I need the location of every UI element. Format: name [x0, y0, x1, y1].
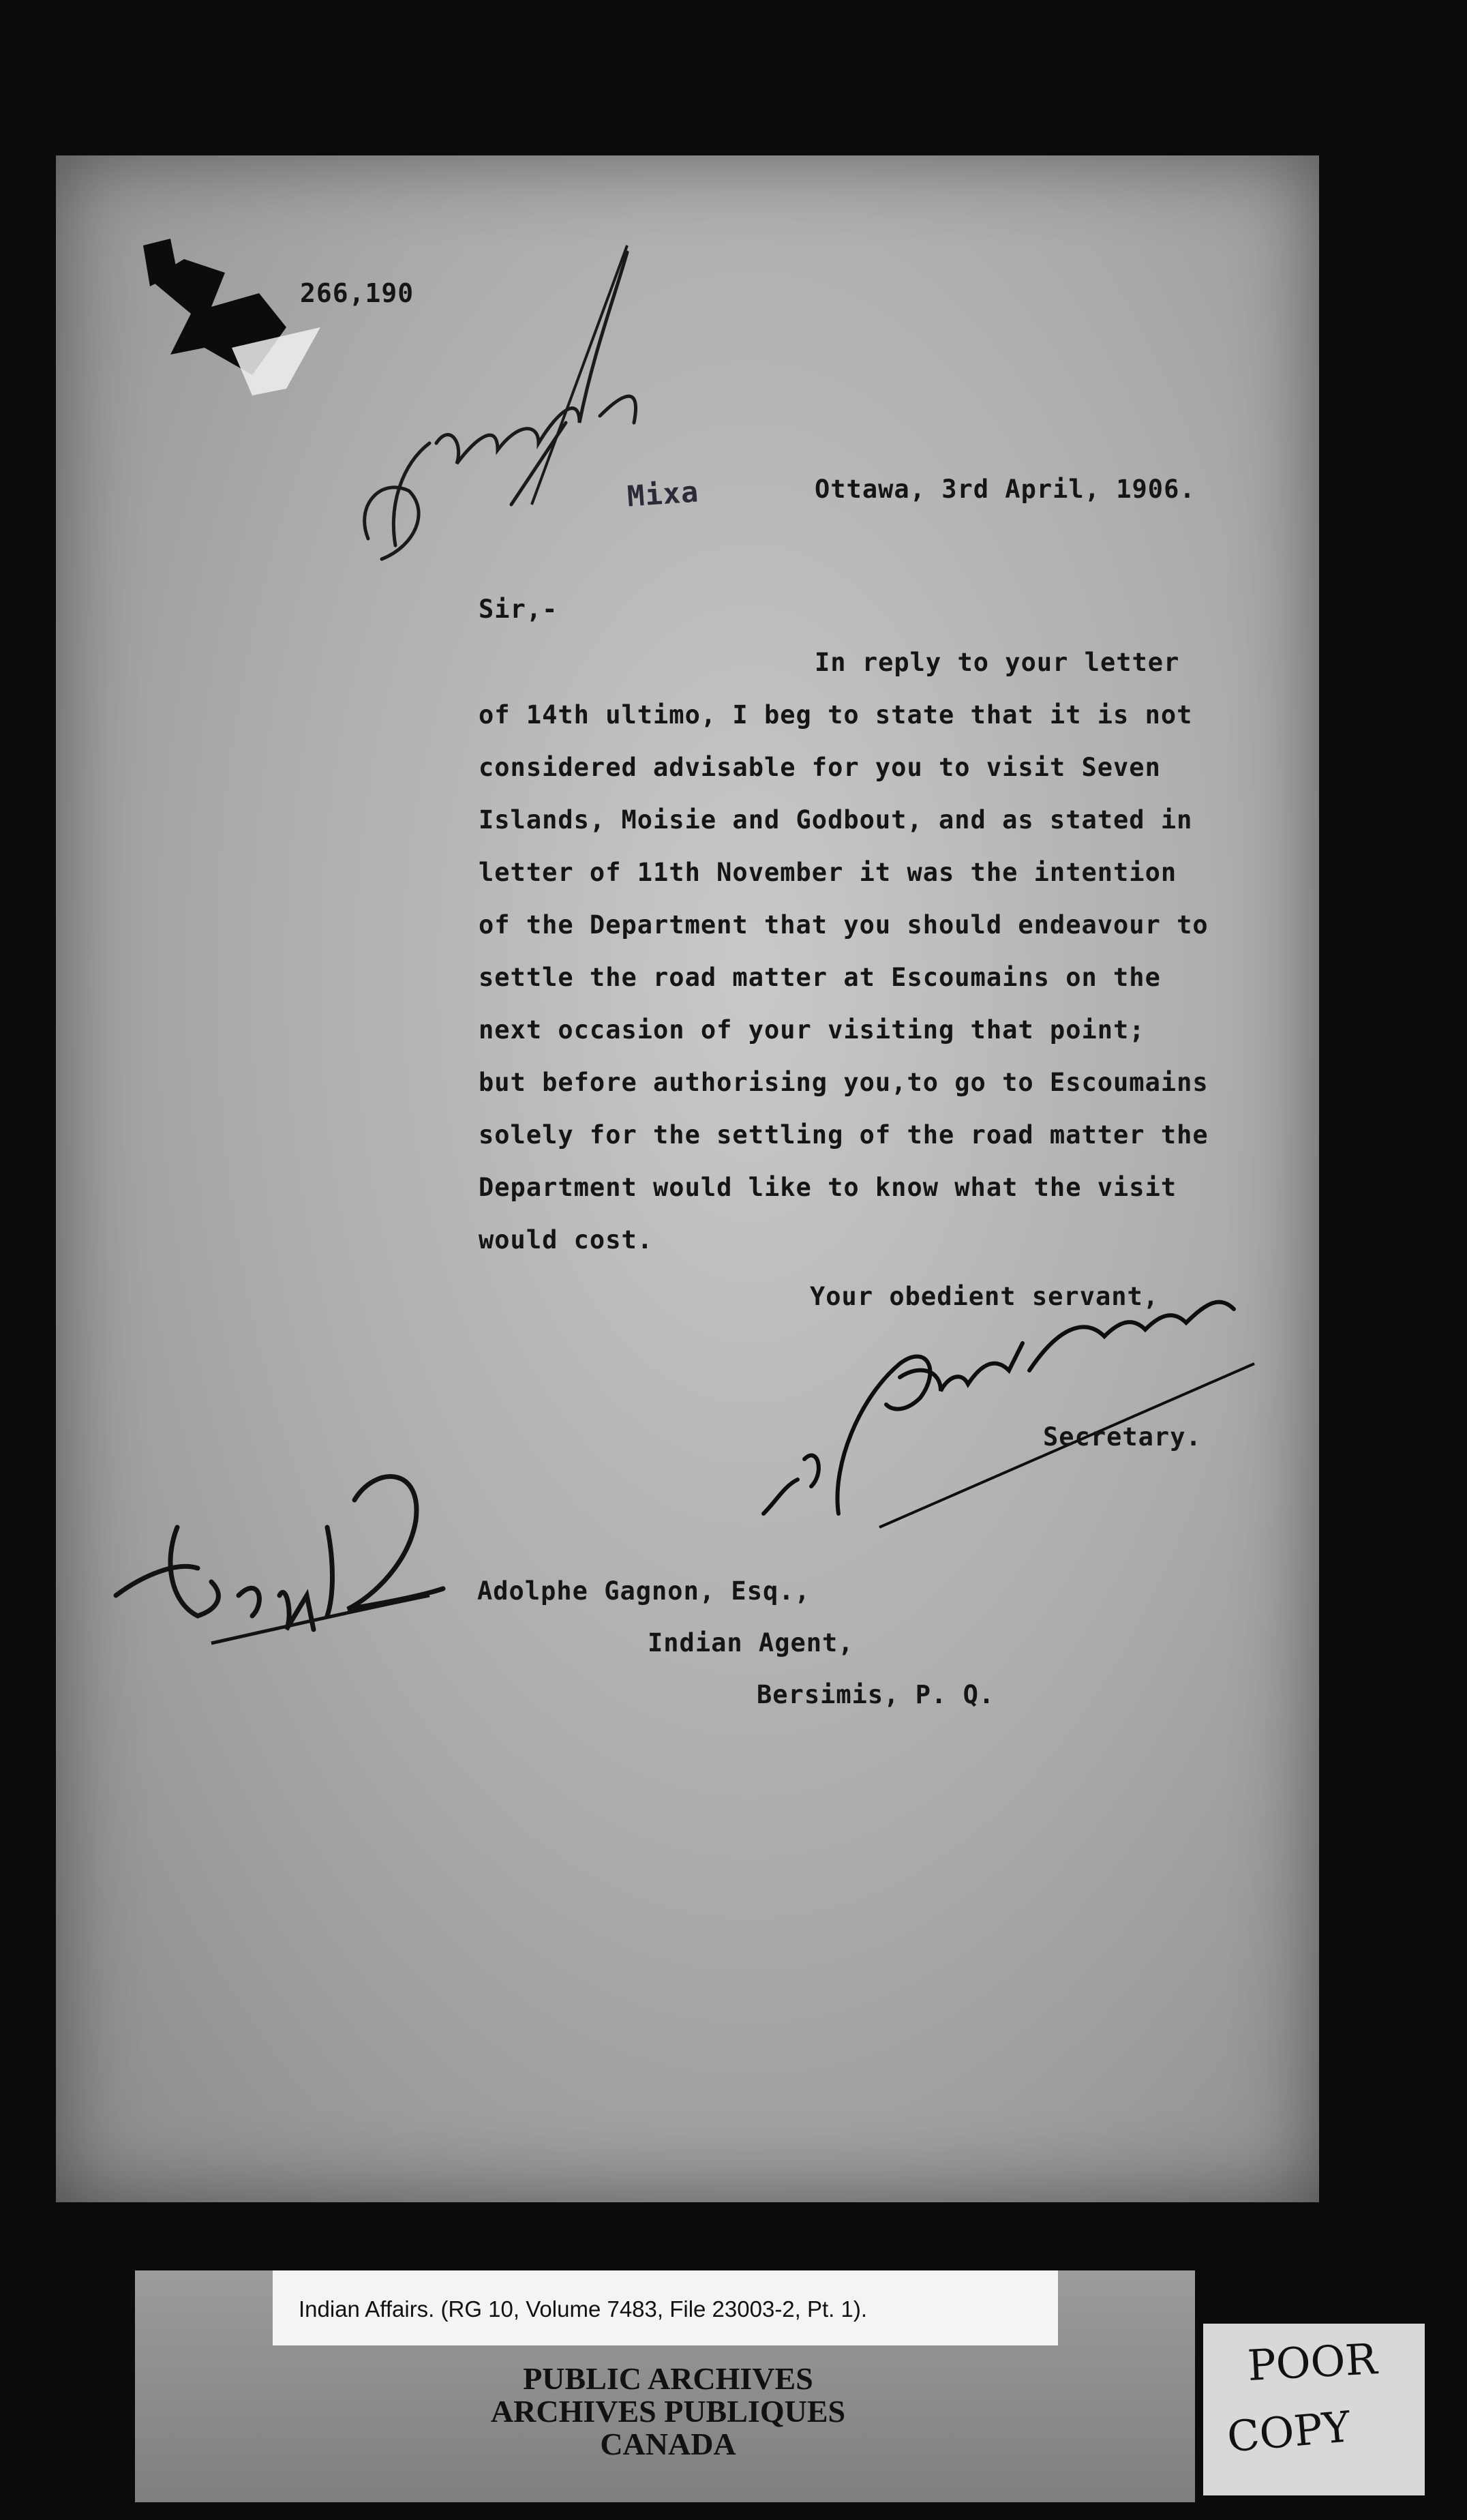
- body-line: letter of 11th November it was the intention: [479, 858, 1177, 887]
- signature-title: Secretary.: [1043, 1422, 1202, 1452]
- recipient-name: Adolphe Gagnon, Esq.,: [477, 1576, 811, 1606]
- body-line: solely for the settling of the road matter the: [479, 1120, 1209, 1150]
- signature: [736, 1241, 1282, 1555]
- margin-note: [102, 1425, 457, 1684]
- body-line: of the Department that you should endeavour to: [479, 910, 1209, 940]
- torn-corner: [130, 232, 361, 416]
- poor-copy-line-2: COPY: [1225, 2401, 1352, 2462]
- archives-line-1: PUBLIC ARCHIVES: [523, 2361, 813, 2396]
- dateline: Ottawa, 3rd April, 1906.: [815, 475, 1196, 504]
- body-line: of 14th ultimo, I beg to state that it is not: [479, 700, 1193, 730]
- salutation: Sir,-: [479, 595, 558, 624]
- archives-line-3: CANADA: [600, 2427, 736, 2461]
- stamp: Mixa: [626, 475, 700, 513]
- body-line: next occasion of your visiting that point;: [479, 1015, 1145, 1045]
- archives-line-2: ARCHIVES PUBLIQUES: [490, 2394, 846, 2429]
- body-line: settle the road matter at Escoumains on the: [479, 963, 1161, 992]
- draft-handwritten-mark: [341, 218, 668, 586]
- closing: Your obedient servant,: [810, 1282, 1160, 1311]
- recipient-title: Indian Agent,: [648, 1628, 854, 1657]
- archive-reference: Indian Affairs. (RG 10, Volume 7483, File 23003-2, Pt. 1).: [299, 2296, 868, 2322]
- body-line: considered advisable for you to visit Seven: [479, 753, 1161, 782]
- body-line: In reply to your letter: [815, 648, 1180, 677]
- body-line: Islands, Moisie and Godbout, and as stated in: [479, 805, 1193, 835]
- body-line: but before authorising you,to go to Escoumains: [479, 1068, 1209, 1097]
- body-line: Department would like to know what the visit: [479, 1173, 1177, 1202]
- file-number: 266,190: [300, 278, 414, 308]
- poor-copy-line-1: POOR: [1246, 2334, 1378, 2390]
- body-line: would cost.: [479, 1225, 654, 1255]
- recipient-place: Bersimis, P. Q.: [757, 1680, 995, 1709]
